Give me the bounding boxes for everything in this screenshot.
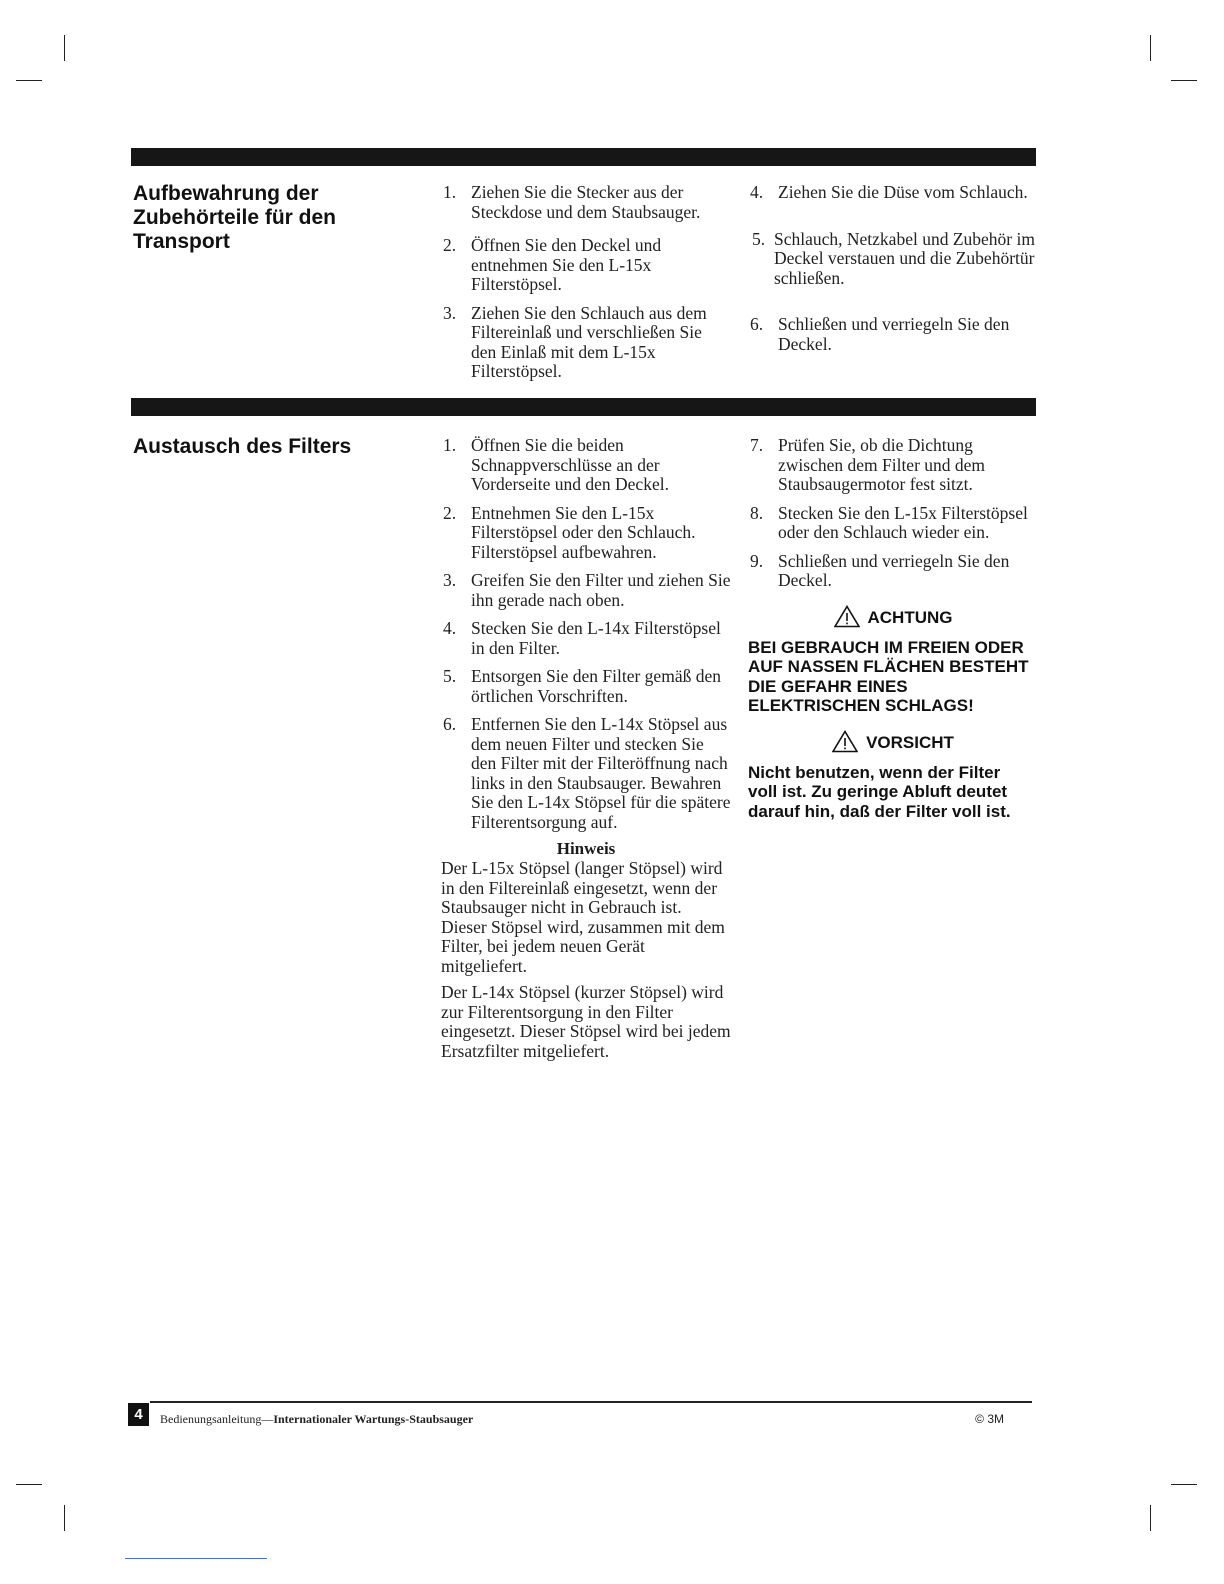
step-item — [441, 715, 731, 832]
step-number: 3. — [443, 302, 457, 323]
crop-mark — [64, 1505, 65, 1531]
steps-list — [441, 183, 731, 382]
step-text: Prüfen Sie, ob die Dichtung zwischen dem Filter und dem Staubsaugermotor fest sitzt. — [778, 435, 986, 494]
note-title: Hinweis — [556, 839, 616, 858]
step-item — [441, 183, 731, 222]
step-text: Entfernen Sie den L-14x Stöpsel aus dem neuen Filter und stecken Sie den Filter mit der Filteröffnung nach links in den Staubsauger. Bewahren Sie den L-14x Stöpsel für die spätere Filterentsorgung auf. — [471, 714, 731, 832]
caution-title: VORSICHT — [866, 732, 954, 752]
footer-rule — [150, 1401, 1032, 1403]
steps-column — [441, 183, 731, 391]
step-text: Entsorgen Sie den Filter gemäß den örtlichen Vorschriften. — [471, 666, 721, 706]
step-number: 9. — [750, 550, 764, 571]
manual-label: Bedienungsanleitung— — [160, 1412, 274, 1426]
step-text: Öffnen Sie die beiden Schnappverschlüsse an der Vorderseite und den Deckel. — [471, 435, 669, 494]
step-text: Stecken Sie den L-14x Filterstöpsel in den Filter. — [471, 618, 721, 658]
step-text: Ziehen Sie die Stecker aus der Steckdose und dem Staubsauger. — [471, 182, 701, 222]
step-item — [441, 571, 731, 610]
steps-list — [748, 183, 1038, 354]
product-title: Internationaler Wartungs-Staubsauger — [273, 1412, 474, 1426]
steps-list — [748, 436, 1038, 591]
warning-text: BEI GEBRAUCH IM FREIEN ODER AUF NASSEN FLÄCHEN BESTEHT DIE GEFAHR EINES ELEKTRISCHEN SCHLAGS! — [748, 637, 1029, 715]
caution-heading — [748, 730, 1038, 753]
step-text: Schließen und verriegeln Sie den Deckel. — [778, 550, 1010, 590]
step-item — [441, 619, 731, 658]
warning-heading — [748, 605, 1038, 628]
caution-text: Nicht benutzen, wenn der Filter voll ist. Zu geringe Abluft deutet darauf hin, daß der Filter voll ist. — [748, 762, 1011, 821]
step-item — [441, 304, 731, 382]
step-item — [441, 236, 731, 295]
steps-column — [441, 436, 731, 1068]
note-box — [441, 839, 731, 1061]
step-number: 6. — [443, 714, 457, 734]
step-item — [748, 183, 1038, 203]
section-divider-bar — [131, 398, 1036, 416]
step-number: 3. — [443, 570, 457, 590]
step-number: 2. — [443, 235, 457, 255]
step-text: Schließen und verriegeln Sie den Deckel. — [778, 314, 1010, 354]
copyright: © 3M — [975, 1412, 1004, 1426]
step-number: 5. — [752, 228, 766, 249]
step-number: 2. — [443, 502, 457, 523]
footer-title — [160, 1412, 473, 1427]
crop-mark — [1150, 1505, 1151, 1531]
crop-mark — [16, 1484, 42, 1485]
step-item — [748, 436, 1038, 495]
steps-column — [748, 183, 1038, 363]
section-divider-bar — [131, 148, 1036, 166]
step-item — [748, 315, 1038, 354]
step-number: 7. — [750, 435, 764, 455]
step-number: 8. — [750, 502, 764, 523]
step-text: Stecken Sie den L-15x Filterstöpsel oder den Schlauch wieder ein. — [778, 502, 1028, 542]
warning-triangle-icon — [832, 730, 858, 753]
step-number: 1. — [443, 435, 457, 455]
step-text: Öffnen Sie den Deckel und entnehmen Sie den L-15x Filterstöpsel. — [471, 235, 662, 294]
page-number: 4 — [128, 1403, 149, 1426]
step-text: Ziehen Sie den Schlauch aus dem Filtereinlaß und verschließen Sie den Einlaß mit dem L-15x Filterstöpsel. — [471, 302, 707, 381]
crop-mark — [1150, 35, 1151, 61]
step-text: Ziehen Sie die Düse vom Schlauch. — [778, 182, 1028, 202]
step-text: Greifen Sie den Filter und ziehen Sie ihn gerade nach oben. — [471, 570, 731, 610]
scan-line — [125, 1558, 267, 1559]
step-number: 4. — [443, 618, 457, 638]
section-heading: Aufbewahrung der Zubehörteile für den Transport — [133, 182, 337, 253]
step-item — [441, 436, 731, 495]
step-item — [441, 504, 731, 563]
section-heading: Austausch des Filters — [133, 435, 352, 458]
note-paragraph: Der L-15x Stöpsel (langer Stöpsel) wird in den Filtereinlaß eingesetzt, wenn der Staubsauger nicht in Gebrauch ist. Dieser Stöpsel wird, zusammen mit dem Filter, bei jedem neuen Gerät mitgeliefert. — [441, 858, 725, 976]
crop-mark — [64, 35, 65, 61]
crop-mark — [1171, 80, 1197, 81]
step-number: 4. — [750, 182, 764, 202]
note-paragraph: Der L-14x Stöpsel (kurzer Stöpsel) wird zur Filterentsorgung in den Filter eingesetzt. Dieser Stöpsel wird bei jedem Ersatzfilter mitgeliefert. — [441, 982, 731, 1061]
step-text: Entnehmen Sie den L-15x Filterstöpsel oder den Schlauch. Filterstöpsel aufbewahren. — [471, 502, 696, 562]
step-item — [748, 504, 1038, 543]
step-item — [748, 552, 1038, 591]
step-number: 5. — [443, 666, 457, 686]
step-item — [748, 230, 1038, 289]
step-item — [441, 667, 731, 706]
crop-mark — [16, 80, 42, 81]
step-number: 6. — [750, 314, 764, 334]
step-text: Schlauch, Netzkabel und Zubehör im Deckel verstauen und die Zubehörtür schließen. — [774, 228, 1035, 288]
step-number: 1. — [443, 182, 457, 202]
crop-mark — [1171, 1484, 1197, 1485]
steps-list — [441, 436, 731, 832]
warning-triangle-icon — [834, 605, 860, 628]
steps-column — [748, 436, 1038, 831]
warning-title: ACHTUNG — [867, 607, 953, 627]
